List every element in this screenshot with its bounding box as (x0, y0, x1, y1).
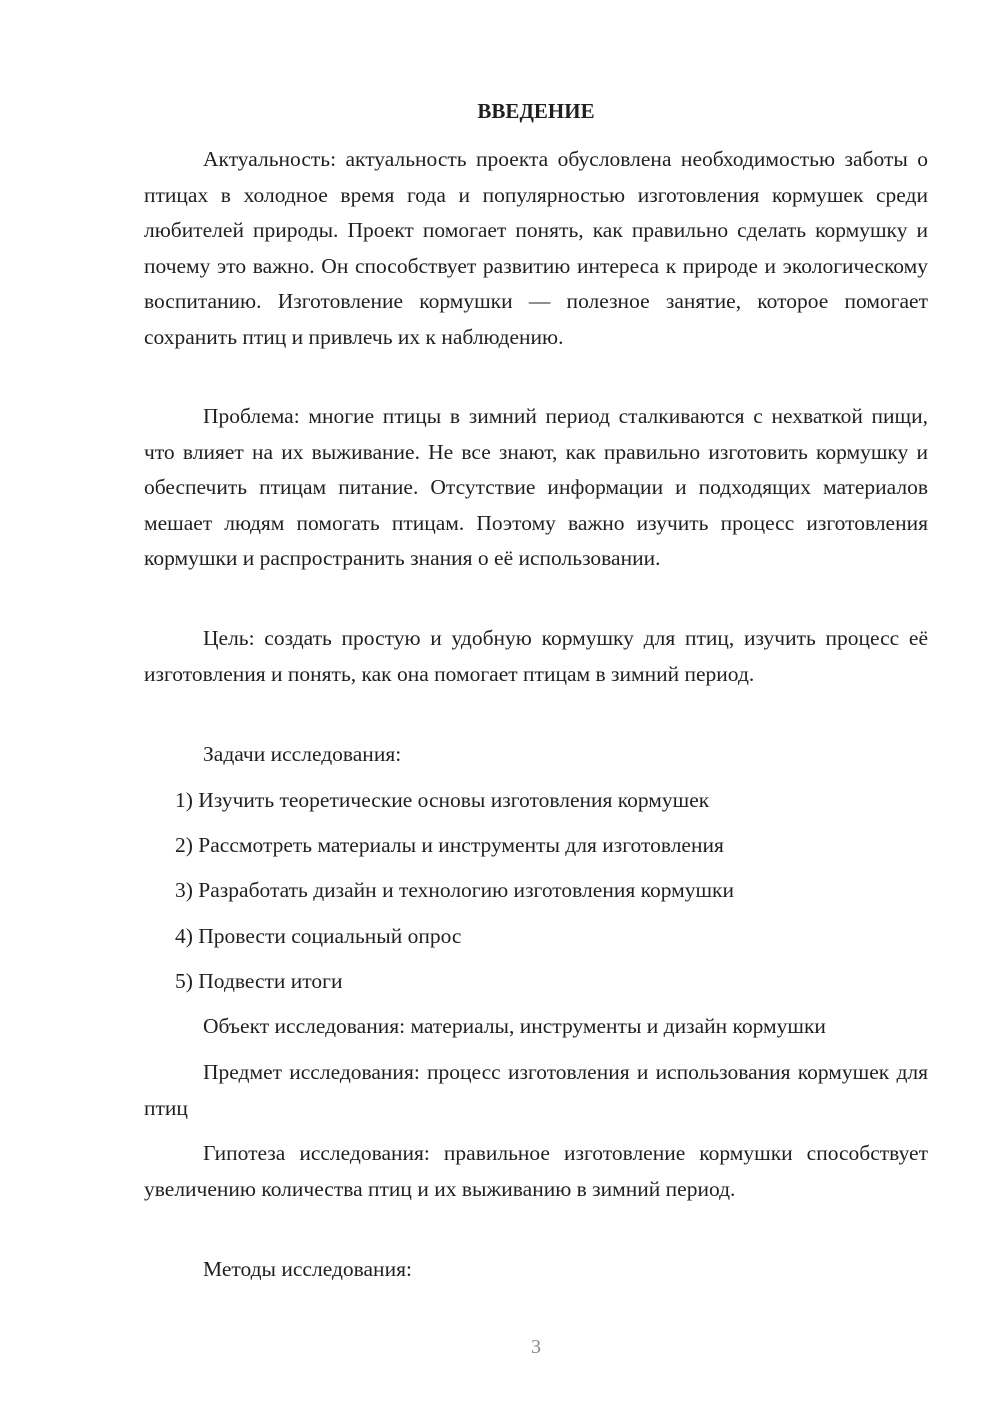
page-title: ВВЕДЕНИЕ (477, 99, 595, 123)
problem-paragraph: Проблема: многие птицы в зимний период сталкиваются с нехваткой пищи, что влияет на их выживание. Не все знают, как правильно изготовить кормушку и обеспечить птицам питание. Отсутствие информации и подходящих материалов мешает людям помогать птицам. Поэтому важно изучить процесс изготовления кормушки и распространить знания о её использовании. (144, 404, 928, 570)
list-item: 3) Разработать дизайн и технологию изготовления кормушки (175, 878, 734, 902)
relevance-paragraph: Актуальность: актуальность проекта обусловлена необходимостью заботы о птицах в холодное время года и популярностью изготовления кормушек среди любителей природы. Проект помогает понять, как правильно сделать кормушку и почему это важно. Он способствует развитию интереса к природе и экологическому воспитанию. Изготовление кормушки — полезное занятие, которое помогает сохранить птиц и привлечь их к наблюдению. (144, 147, 928, 349)
page-number: 3 (531, 1336, 541, 1358)
hypothesis-paragraph: Гипотеза исследования: правильное изготовление кормушки способствует увеличению количества птиц и их выживанию в зимний период. (144, 1141, 928, 1201)
list-item: 2) Рассмотреть материалы и инструменты для изготовления (175, 833, 724, 857)
methods-title: Методы исследования: (203, 1257, 412, 1281)
goal-paragraph: Цель: создать простую и удобную кормушку для птиц, изучить процесс её изготовления и понять, как она помогает птицам в зимний период. (144, 626, 928, 686)
list-item: 4) Провести социальный опрос (175, 924, 462, 948)
object-paragraph: Объект исследования: материалы, инструменты и дизайн кормушки (203, 1014, 826, 1038)
list-item: 5) Подвести итоги (175, 969, 343, 993)
list-item: 1) Изучить теоретические основы изготовления кормушек (175, 788, 710, 812)
subject-paragraph: Предмет исследования: процесс изготовления и использования кормушек для птиц (144, 1060, 928, 1120)
tasks-title: Задачи исследования: (203, 742, 402, 766)
